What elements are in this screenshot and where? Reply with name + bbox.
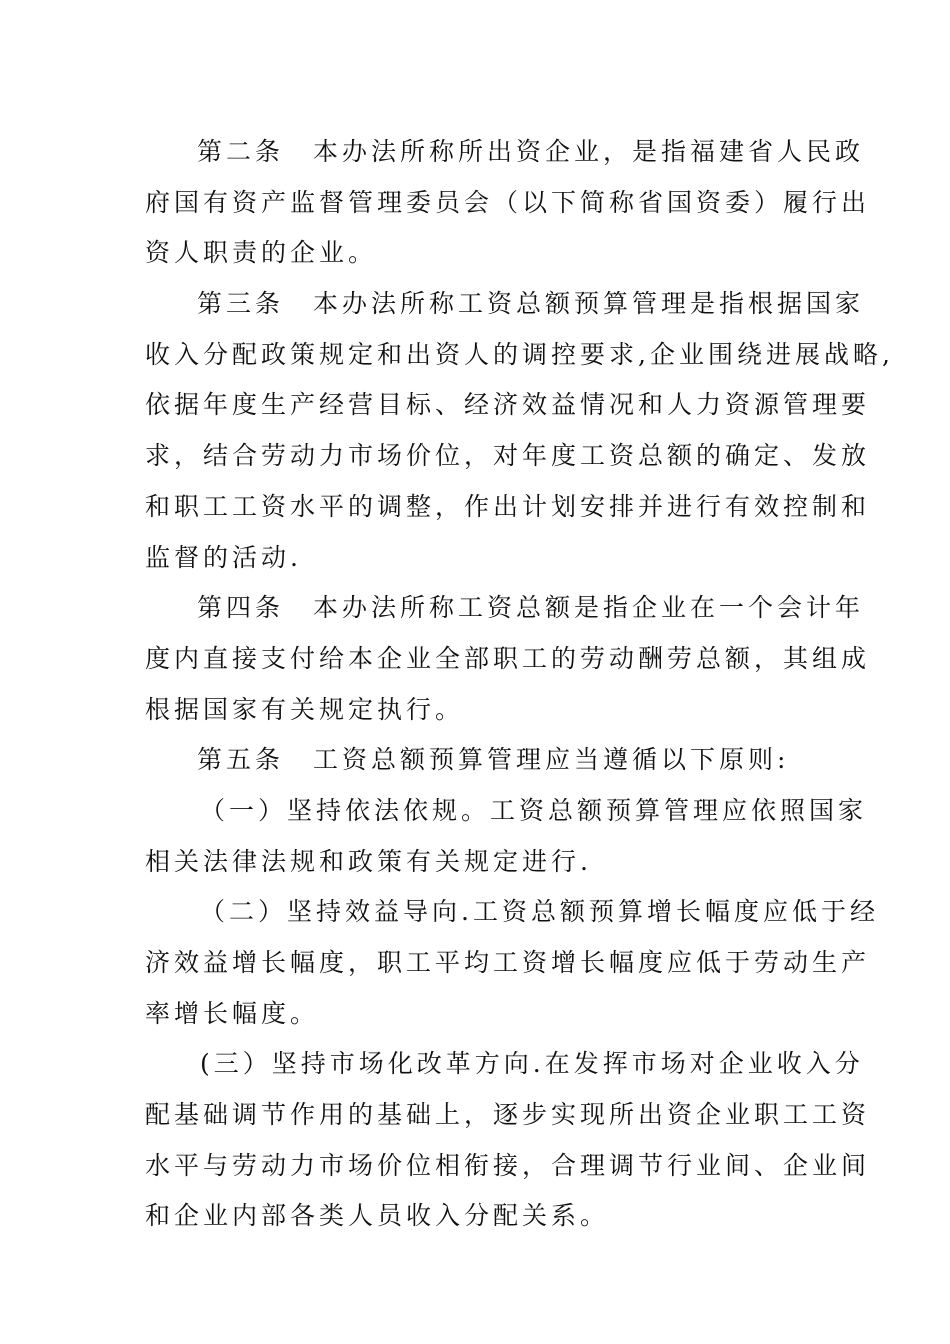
- article-2-line-2: 府国有资产监督管理委员会（以下简称省国资委）履行出: [145, 187, 871, 217]
- principle-1-line-1: （一）坚持依法依规。工资总额预算管理应依照国家: [200, 795, 868, 825]
- article-2-line-3: 资人职责的企业。: [145, 238, 378, 268]
- article-4-line-1: 第四条 本办法所称工资总额是指企业在一个会计年: [197, 593, 865, 623]
- article-2-line-1: 第二条 本办法所称所出资企业，是指福建省人民政: [197, 137, 865, 166]
- article-5-line-1: 第五条 工资总额预算管理应当遵循以下原则:: [197, 745, 790, 775]
- article-4-line-3: 根据国家有关规定执行。: [145, 694, 465, 724]
- principle-3-line-3: 水平与劳动力市场价位相衔接，合理调节行业间、企业间: [145, 1150, 871, 1180]
- principle-2-line-2: 济效益增长幅度，职工平均工资增长幅度应低于劳动生产: [145, 948, 871, 977]
- principle-2-line-3: 率增长幅度。: [145, 998, 320, 1028]
- article-3-line-4: 求，结合劳动力市场价位，对年度工资总额的确定、发放: [145, 441, 871, 471]
- article-3-line-3: 依据年度生产经营目标、经济效益情况和人力资源管理要: [145, 390, 871, 420]
- principle-3-line-4: 和企业内部各类人员收入分配关系。: [145, 1201, 610, 1231]
- principle-1-line-2: 相关法律法规和政策有关规定进行.: [145, 846, 592, 876]
- principle-2-line-1: （二）坚持效益导向.工资总额预算增长幅度应低于经: [200, 897, 879, 927]
- article-4-line-2: 度内直接支付给本企业全部职工的劳动酬劳总额，其组成: [145, 643, 871, 673]
- principle-3-line-1: (三）坚持市场化改革方向.在发挥市场对企业收入分: [200, 1049, 864, 1079]
- article-3-line-1: 第三条 本办法所称工资总额预算管理是指根据国家: [197, 289, 865, 319]
- article-3-line-6: 监督的活动.: [145, 542, 302, 572]
- article-3-line-2: 收入分配政策规定和出资人的调控要求,企业围绕进展战略,: [145, 339, 894, 369]
- article-3-line-5: 和职工工资水平的调整，作出计划安排并进行有效控制和: [145, 491, 871, 521]
- document-body: [145, 127, 894, 1242]
- principle-3-line-2: 配基础调节作用的基础上，逐步实现所出资企业职工工资: [145, 1100, 871, 1130]
